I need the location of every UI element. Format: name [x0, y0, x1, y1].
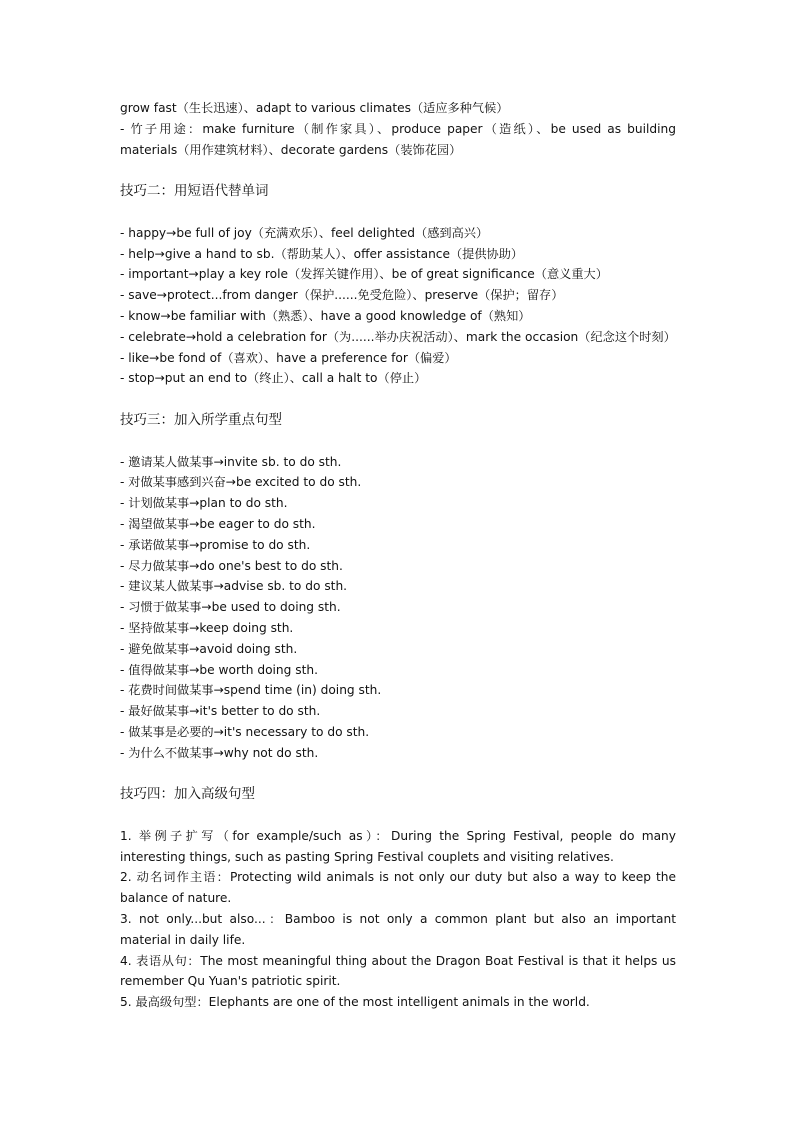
list-item: - know→be familiar with（熟悉）、have a good knowledge of（熟知）: [120, 308, 531, 323]
tip2-list: [120, 223, 676, 389]
list-item: - celebrate→hold a celebration for（为......举办庆祝活动）、mark the occasion（纪念这个时刻）: [120, 329, 676, 344]
list-item: - 邀请某人做某事→invite sb. to do sth.: [120, 454, 342, 469]
list-item: 2. 动名词作主语：Protecting wild animals is not only our duty but also a way to keep the balance of nature.: [120, 870, 676, 906]
list-item: - help→give a hand to sb.（帮助某人）、offer assistance（提供协助）: [120, 246, 524, 261]
bamboo-uses-paragraph: - 竹子用途：make furniture（制作家具）、produce paper（造纸）、be used as building materials（用作建筑材料）、decorate gardens（装饰花园）: [120, 121, 676, 157]
list-item: - important→play a key role（发挥关键作用）、be of great significance（意义重大）: [120, 267, 608, 282]
list-item: - 建议某人做某事→advise sb. to do sth.: [120, 579, 348, 594]
list-item: - 为什么不做某事→why not do sth.: [120, 745, 319, 760]
list-item: - 渴望做某事→be eager to do sth.: [120, 516, 316, 531]
list-item: - 承诺做某事→promise to do sth.: [120, 537, 311, 552]
tip3-list: [120, 452, 676, 764]
list-item: - 做某事是必要的→it's necessary to do sth.: [120, 724, 370, 739]
document-page: [120, 98, 676, 1013]
list-item: 4. 表语从句：The most meaningful thing about the Dragon Boat Festival is that it helps us remember Qu Yuan's patriotic spirit.: [120, 953, 676, 989]
list-item: - 习惯于做某事→be used to doing sth.: [120, 600, 341, 615]
list-item: - 坚持做某事→keep doing sth.: [120, 620, 294, 635]
tip3-heading: 技巧三：加入所学重点句型: [120, 411, 282, 428]
tip4-heading: 技巧四：加入高级句型: [120, 786, 255, 803]
list-item: - happy→be full of joy（充满欢乐）、feel delighted（感到高兴）: [120, 225, 489, 240]
tip4-list: [120, 826, 676, 1013]
list-item: - like→be fond of（喜欢）、have a preference for（偏爱）: [120, 350, 457, 365]
list-item: - 对做某事感到兴奋→be excited to do sth.: [120, 475, 362, 490]
list-item: - save→protect...from danger（保护......免受危险）、preserve（保护；留存）: [120, 288, 564, 303]
list-item: - 最好做某事→it's better to do sth.: [120, 704, 321, 719]
list-item: - 花费时间做某事→spend time (in) doing sth.: [120, 683, 382, 698]
list-item: 3. not only...but also...：Bamboo is not only a common plant but also an important material in daily life.: [120, 912, 676, 947]
list-item: - 尽力做某事→do one's best to do sth.: [120, 558, 343, 573]
list-item: 1. 举例子扩写（for example/such as）：During the Spring Festival, people do many interesting things, such as pasting Spring Festival couplets and visiting relatives.: [120, 828, 676, 864]
intro-line: grow fast（生长迅速）、adapt to various climates（适应多种气候）: [120, 101, 509, 115]
list-item: - 计划做某事→plan to do sth.: [120, 496, 288, 511]
list-item: 5. 最高级句型：Elephants are one of the most intelligent animals in the world.: [120, 995, 590, 1010]
list-item: - stop→put an end to（终止）、call a halt to（停止）: [120, 371, 427, 386]
list-item: - 避免做某事→avoid doing sth.: [120, 641, 298, 656]
tip2-heading: 技巧二：用短语代替单词: [120, 183, 269, 200]
list-item: - 值得做某事→be worth doing sth.: [120, 662, 318, 677]
